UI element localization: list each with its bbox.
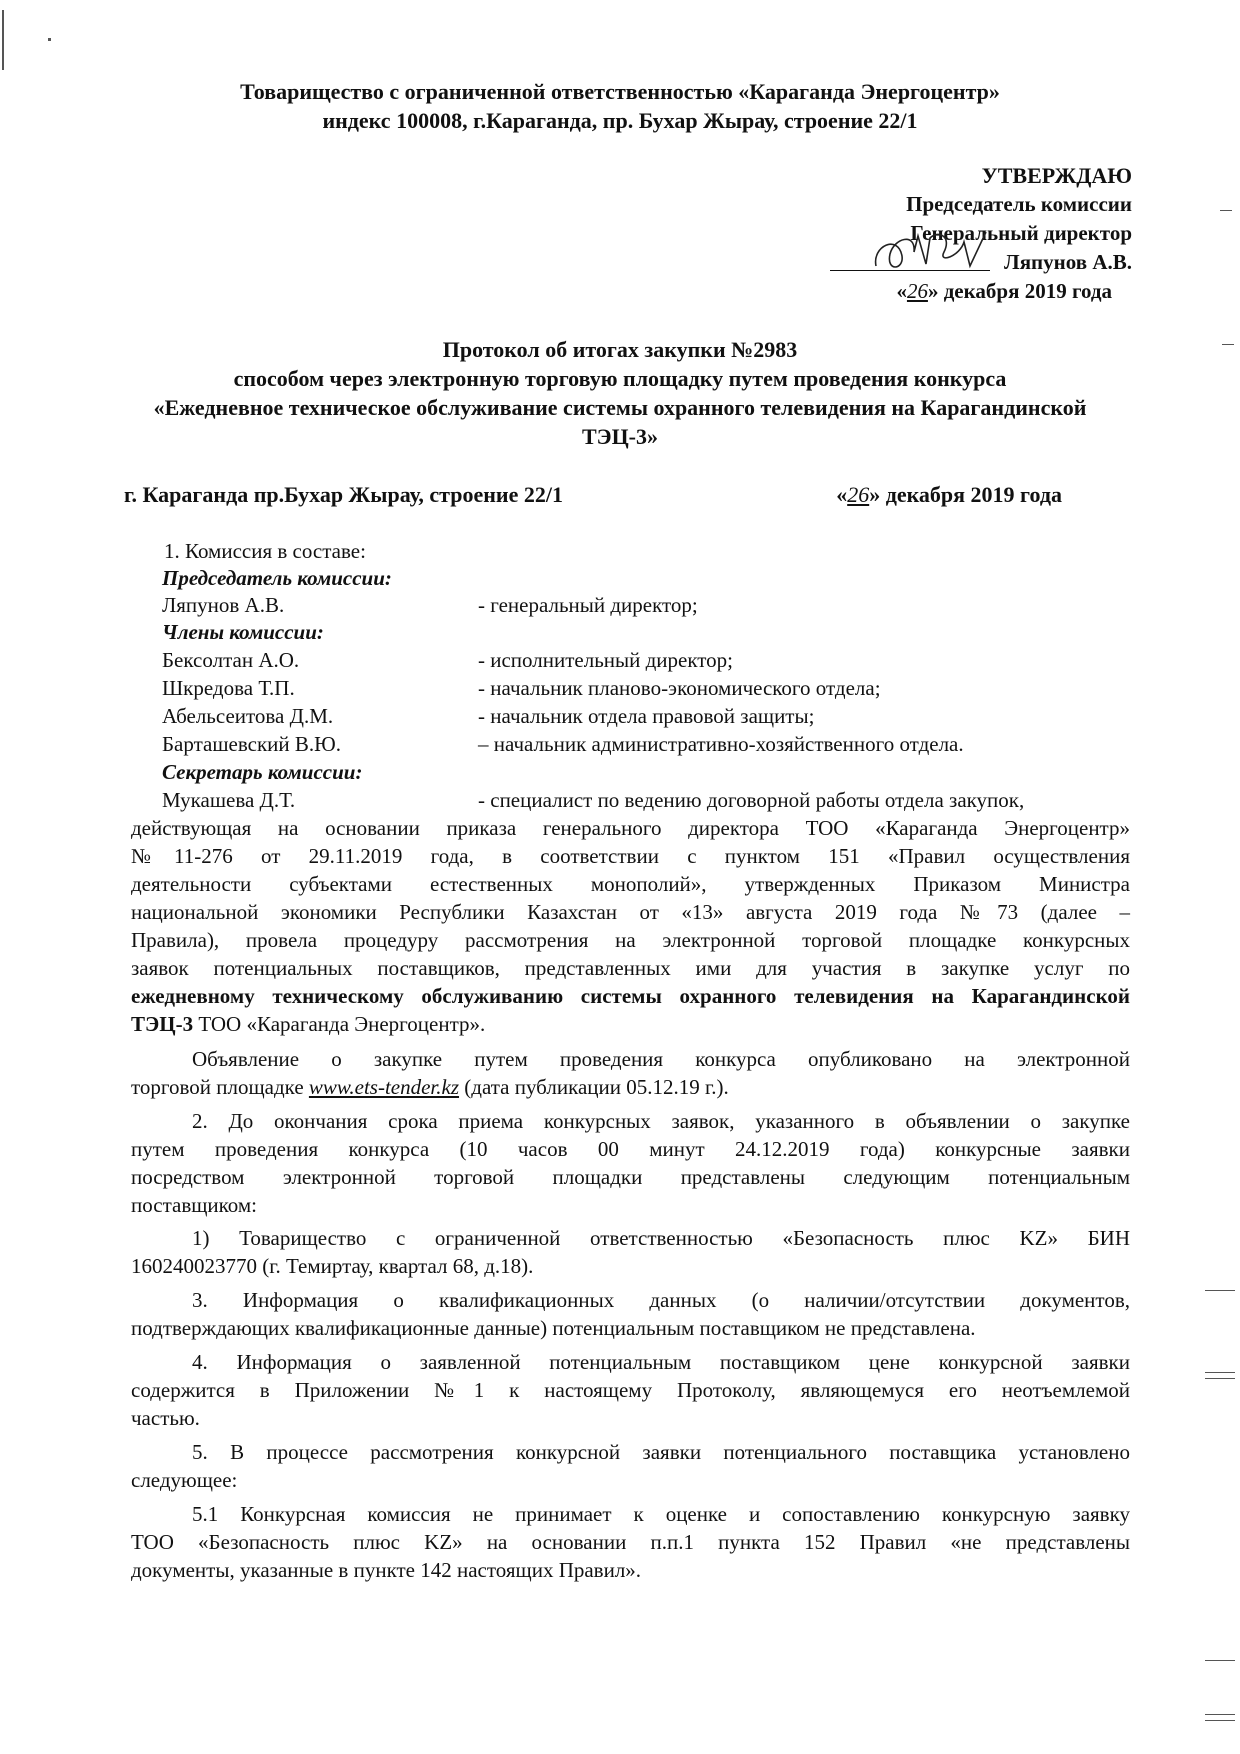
body-line: 1) Товарищество с ограниченной ответственностью «Безопасность плюс KZ» БИН [192,1226,1130,1250]
protocol-subject-end: ТЭЦ-3» [581,424,659,449]
protocol-subtitle: способом через электронную торговую площадку путем проведения конкурса [233,366,1007,391]
scan-edge-mark [1205,1714,1235,1715]
scan-edge-mark [2,10,4,70]
body-line: поставщиком: [131,1193,258,1217]
member-name: Шкредова Т.П. [162,676,295,700]
approval-title: УТВЕРЖДАЮ [981,163,1132,188]
approval-name: Ляпунов А.В. [1004,250,1132,274]
body-line: ТОО «Безопасность плюс KZ» на основании п.п.1 пункта 152 Правил «не представлены [131,1530,1130,1554]
approval-role-director: Генеральный директор [910,221,1132,245]
approval-role-chair: Председатель комиссии [906,192,1132,216]
chair-heading: Председатель комиссии: [162,566,392,590]
member-name: Бексолтан А.О. [162,648,300,672]
scan-edge-mark [48,38,51,41]
protocol-date-day: 26 [847,482,870,507]
body-line: содержится в Приложении №1 к настоящему Протоколу, являющемуся его неотъемлемой [131,1378,1130,1402]
approval-date: «26» декабря 2019 года [896,279,1112,303]
approval-date-day: 26 [906,279,928,303]
body-line: 2. До окончания срока приема конкурсных заявок, указанного в объявлении о закупке [192,1109,1130,1133]
member-role: - начальник планово-экономического отдела; [478,676,881,700]
body-line: №11-276 от 29.11.2019 года, в соответствии с пунктом 151 «Правил осуществления [131,844,1130,868]
body-line: путем проведения конкурса (10 часов 00 минут 24.12.2019 года) конкурсные заявки [131,1137,1130,1161]
scan-edge-mark [1205,1660,1235,1661]
body-line: 5. В процессе рассмотрения конкурсной заявки потенциального поставщика установлено [192,1440,1130,1464]
body-line: торговой площадке www.ets-tender.kz (дата публикации 05.12.19 г.). [131,1075,729,1099]
body-line: посредством электронной торговой площадки представлены следующим потенциальным [131,1165,1130,1189]
body-line: документы, указанные в пункте 142 настоящих Правил». [131,1558,642,1582]
scan-edge-mark [1205,1372,1235,1373]
secretary-role: - специалист по ведению договорной работы отдела закупок, [478,788,1025,812]
body-line: Объявление о закупке путем проведения конкурса опубликовано на электронной [192,1047,1130,1071]
handwritten-signature [868,226,998,278]
members-heading: Члены комиссии: [162,620,324,644]
body-line: действующая на основании приказа генерального директора ТОО «Караганда Энергоцентр» [131,816,1130,840]
secretary-heading: Секретарь комиссии: [162,760,363,784]
commission-intro: 1. Комиссия в составе: [164,539,366,563]
body-line: 160240023770 (г. Темиртау, квартал 68, д.18). [131,1254,534,1278]
protocol-title: Протокол об итогах закупки №2983 [442,337,798,362]
member-role: - начальник отдела правовой защиты; [478,704,815,728]
chair-name: Ляпунов А.В. [162,593,285,617]
member-name: Абельсеитова Д.М. [162,704,334,728]
body-line: 4. Информация о заявленной потенциальным поставщиком цене конкурсной заявки [192,1350,1130,1374]
body-line: 3. Информация о квалификационных данных (о наличии/отсутствии документов, [192,1288,1130,1312]
body-line: деятельности субъектами естественных монополий», утвержденных Приказом Министра [131,872,1130,896]
scan-edge-mark [1205,1720,1235,1721]
service-name-bold: ежедневному техническому обслуживанию системы охранного телевидения на Карагандинской [131,984,1130,1008]
body-line: следующее: [131,1468,238,1492]
body-line: 5.1 Конкурсная комиссия не принимает к оценке и сопоставлению конкурсную заявку [192,1502,1130,1526]
tender-site-link[interactable]: www.ets-tender.kz [308,1075,460,1099]
body-line: ТЭЦ-3 ТОО «Караганда Энергоцентр». [131,1012,486,1036]
body-line: национальной экономики Республики Казахстан от «13» августа 2019 года №73 (далее – [131,900,1130,924]
org-name-line: Товарищество с ограниченной ответственностью «Караганда Энергоцентр» [240,79,1000,104]
body-line: подтверждающих квалификационные данные) потенциальным поставщиком не представлена. [131,1316,976,1340]
body-line: частью. [131,1406,200,1430]
protocol-date: «26» декабря 2019 года [836,482,1062,507]
chair-role: - генеральный директор; [478,593,698,617]
secretary-name: Мукашева Д.Т. [162,788,296,812]
member-name: Барташевский В.Ю. [162,732,341,756]
member-role: - исполнительный директор; [478,648,734,672]
scan-edge-mark [1220,210,1232,211]
body-line: Правила), провела процедуру рассмотрения на электронной торговой площадке конкурсных [131,928,1130,952]
protocol-subject: «Ежедневное техническое обслуживание системы охранного телевидения на Карагандинской [153,395,1087,420]
scan-edge-mark [1205,1290,1235,1291]
body-line: заявок потенциальных поставщиков, представленных ими для участия в закупке услуг по [131,956,1130,980]
scan-edge-mark [1205,1378,1235,1379]
place: г. Караганда пр.Бухар Жырау, строение 22/1 [124,482,563,507]
member-role: – начальник административно-хозяйственного отдела. [478,732,964,756]
org-address-line: индекс 100008, г.Караганда, пр. Бухар Жырау, строение 22/1 [322,108,918,133]
